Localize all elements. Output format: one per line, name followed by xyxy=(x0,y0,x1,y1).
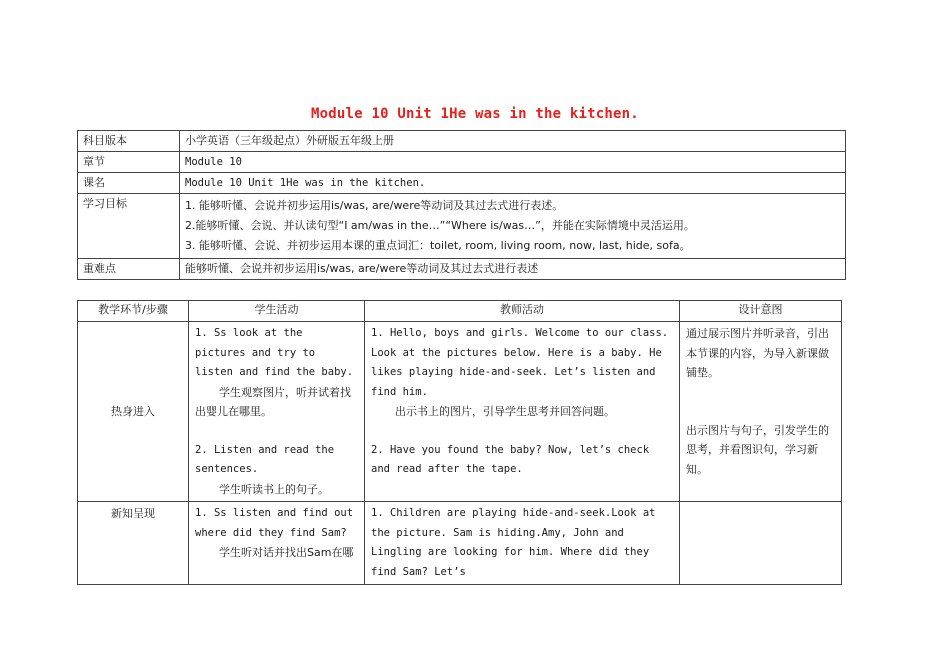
chapter-value: Module 10 xyxy=(180,152,846,173)
goals-row xyxy=(78,194,846,259)
page-title: Module 10 Unit 1He was in the kitchen. xyxy=(311,106,639,122)
course-info-table xyxy=(77,130,846,280)
subject-label: 科目版本 xyxy=(78,131,180,152)
intent-text: 通过展示图片并听录音，引出本节课的内容，为导入新课做铺垫。 xyxy=(686,327,829,379)
warmup-design-intent xyxy=(680,322,842,502)
intent-text: 出示图片与句子，引发学生的思考，并看图识句，学习新知。 xyxy=(686,423,829,476)
header-design-intent: 设计意图 xyxy=(680,301,842,322)
focus-label: 重难点 xyxy=(78,259,180,280)
student-step-cn: 学生听读书上的句子。 xyxy=(219,482,329,496)
student-step-en: 1. Ss look at the pictures and try to listen and find the baby. xyxy=(195,327,354,378)
teacher-step-en: 2. Have you found the baby? Now, let’s check and read after the tape. xyxy=(371,443,650,475)
header-student-activity: 学生活动 xyxy=(189,301,365,322)
focus-value: 能够听懂、会说并初步运用is/was, are/were等动词及其过去式进行表述 xyxy=(180,259,846,280)
goal-item: 1. 能够听懂、会说并初步运用is/was, are/were等动词及其过去式进行表述。 xyxy=(185,199,564,212)
warmup-row xyxy=(78,322,842,502)
newknowledge-stage: 新知呈现 xyxy=(78,502,189,585)
header-step: 教学环节/步骤 xyxy=(78,301,189,322)
teacher-step-cn: 出示书上的图片，引导学生思考并回答问题。 xyxy=(395,405,615,418)
student-step-cn: 学生观察图片，听并试着找出婴儿在哪里。 xyxy=(195,385,351,418)
goal-item: 3. 能够听懂、会说、并初步运用本课的重点词汇：toilet, room, living room, now, last, hide, sofa。 xyxy=(185,239,691,252)
chapter-label: 章节 xyxy=(78,152,180,173)
newknowledge-row xyxy=(78,502,842,585)
activity-header-row xyxy=(78,301,842,322)
chapter-row xyxy=(78,152,846,173)
goals-list xyxy=(180,194,846,259)
lesson-row xyxy=(78,173,846,194)
student-step-en: 2. Listen and read the sentences. xyxy=(195,443,335,475)
newknowledge-design-intent xyxy=(680,502,842,585)
goal-item: 2.能够听懂、会说、并认读句型“I am/was in the…”“Where is/was…”，并能在实际情境中灵活运用。 xyxy=(185,219,695,232)
warmup-stage: 热身进入 xyxy=(78,322,189,502)
warmup-student-activity xyxy=(189,322,365,502)
student-step-cn: 学生听对话并找出Sam在哪 xyxy=(219,546,354,559)
student-step-en: 1. Ss listen and find out where did they find Sam? xyxy=(195,507,354,539)
goals-label: 学习目标 xyxy=(78,194,180,259)
teaching-activity-table xyxy=(77,300,842,585)
lesson-label: 课名 xyxy=(78,173,180,194)
teacher-step-en: 1. Children are playing hide-and-seek.Look at the picture. Sam is hiding.Amy, John and Lingling are looking for him. Where did they find Sam? Let’s xyxy=(371,507,656,578)
lesson-value: Module 10 Unit 1He was in the kitchen. xyxy=(180,173,846,194)
focus-row xyxy=(78,259,846,280)
subject-value: 小学英语（三年级起点）外研版五年级上册 xyxy=(180,131,846,152)
teacher-step-en: 1. Hello, boys and girls. Welcome to our class. Look at the pictures below. Here is a baby. He likes playing hide-and-seek. Let’s listen and find him. xyxy=(371,327,669,398)
header-teacher-activity: 教师活动 xyxy=(365,301,680,322)
warmup-teacher-activity xyxy=(365,322,680,502)
newknowledge-teacher-activity xyxy=(365,502,680,585)
newknowledge-student-activity xyxy=(189,502,365,585)
subject-row xyxy=(78,131,846,152)
